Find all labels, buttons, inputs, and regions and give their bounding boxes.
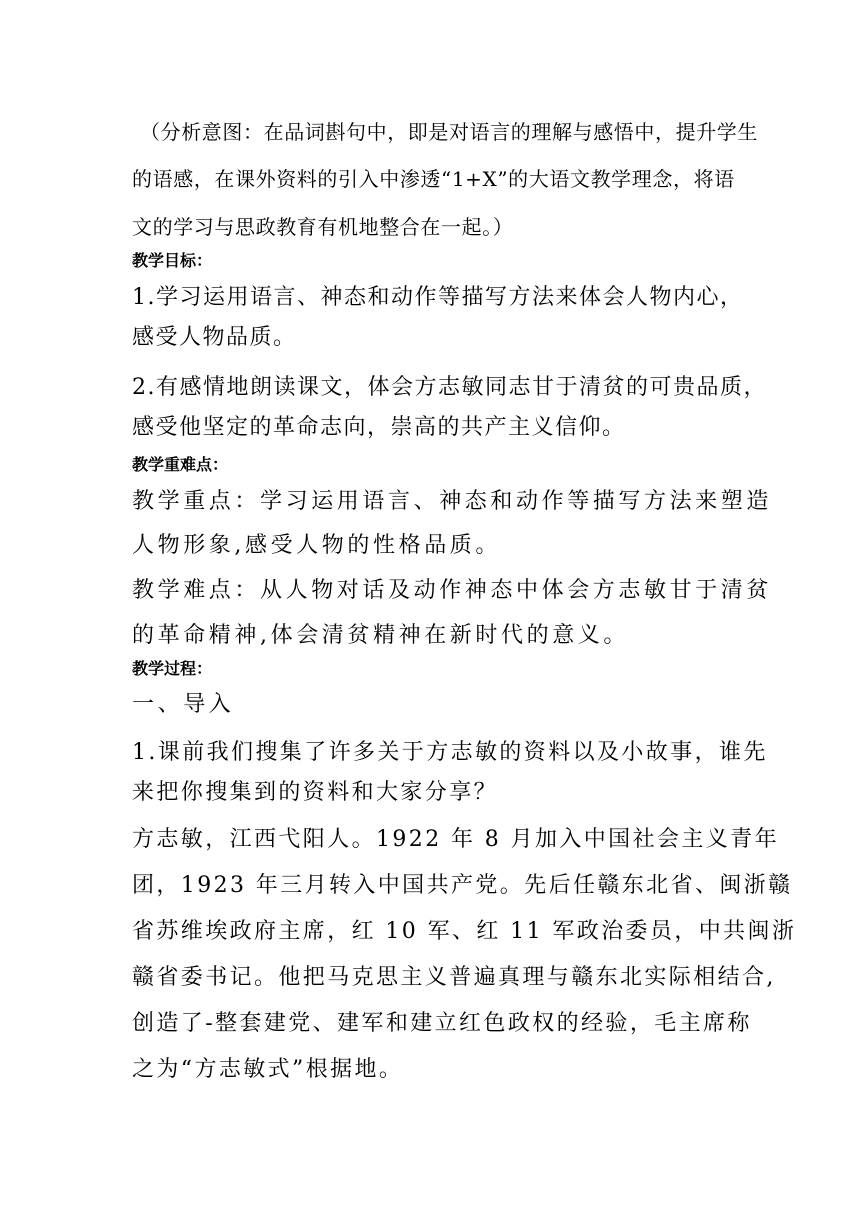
step-1-line-2: 来把你搜集到的资料和大家分享？ — [132, 780, 499, 805]
objective-1-line-2: 感受人物品质。 — [132, 325, 297, 350]
step-1-line-1: 1.课前我们搜集了许多关于方志敏的资料以及小故事，谁先 — [132, 740, 768, 765]
objective-2-line-2: 感受他坚定的革命志向，崇高的共产主义信仰。 — [132, 415, 626, 440]
focus-line-1: 教学重点：学习运用语言、神态和动作等描写方法来塑造 — [132, 489, 773, 514]
difficulty-line-2: 的革命精神,体会清贫精神在新时代的意义。 — [132, 623, 629, 648]
analysis-line-1: （分析意图：在品词斟句中，即是对语言的理解与感悟中，提升学生 — [140, 120, 758, 144]
bio-line-4: 赣省委书记。他把马克思主义普遍真理与赣东北实际相结合, — [132, 965, 776, 990]
analysis-line-2: 的语感，在课外资料的引入中渗透“1+X”的大语文教学理念，将语 — [132, 167, 735, 191]
difficulty-line-1: 教学难点：从人物对话及动作神态中体会方志敏甘于清贫 — [132, 578, 773, 603]
bio-line-3: 省苏维埃政府主席，红 10 军、红 11 军政治委员，中共闽浙 — [132, 919, 797, 944]
process-heading: 教学过程： — [132, 659, 213, 678]
analysis-line-3: 文的学习与思政教育有机地整合在一起。） — [132, 215, 514, 239]
key-points-heading: 教学重难点： — [132, 455, 229, 474]
objective-2-line-1: 2.有感情地朗读课文，体会方志敏同志甘于清贫的可贵品质， — [132, 375, 767, 400]
bio-line-1: 方志敏，江西弋阳人。1922 年 8 月加入中国社会主义青年 — [132, 827, 779, 852]
bio-line-6: 之为“方志敏式”根据地。 — [132, 1057, 404, 1082]
bio-line-5: 创造了-整套建党、建军和建立红色政权的经验，毛主席称 — [132, 1011, 752, 1036]
objectives-heading: 教学目标： — [132, 251, 213, 270]
bio-line-2: 团，1923 年三月转入中国共产党。先后任赣东北省、闽浙赣 — [132, 873, 793, 898]
section-1-title: 一、导入 — [132, 692, 235, 717]
objective-1-line-1: 1.学习运用语言、神态和动作等描写方法来体会人物内心， — [132, 285, 744, 310]
focus-line-2: 人物形象,感受人物的性格品质。 — [132, 533, 501, 558]
